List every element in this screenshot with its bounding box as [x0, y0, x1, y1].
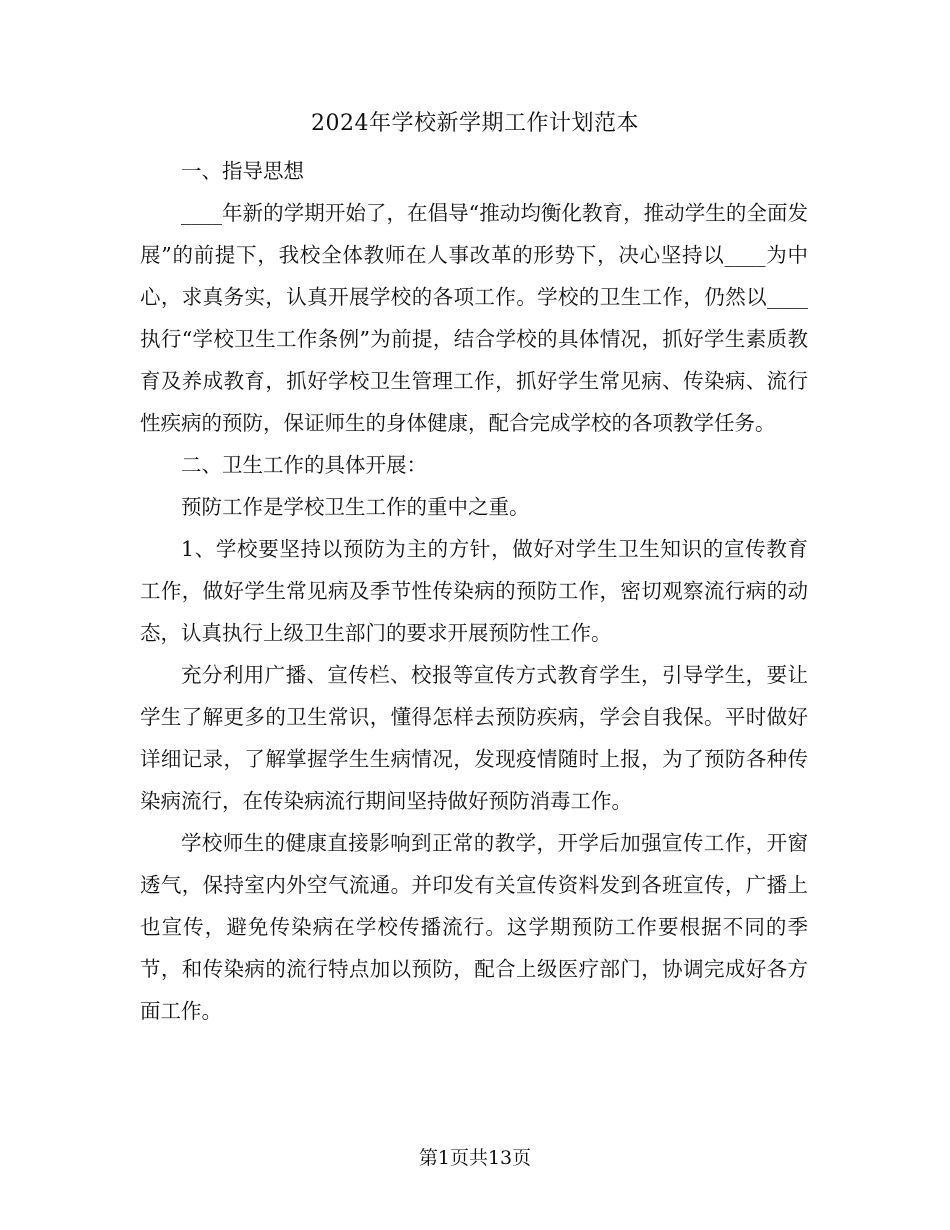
section-heading-health-work: 二、卫生工作的具体开展：	[181, 453, 427, 477]
page-footer: 第1页共13页	[418, 1147, 532, 1169]
paragraph-health-teaching: 学校师生的健康直接影响到正常的教学，开学后加强宣传工作，开窗透气，保持室内外空气流通。并印发有关宣传资料发到各班宣传，广播上也宣传，避免传染病在学校传播流行。这学期预防工作要根据不同的季节，和传染病的流行特点加以预防，配合上级医疗部门，协调完成好各方面工作。	[140, 831, 808, 1023]
document-body	[140, 150, 808, 1032]
paragraph-publicity: 充分利用广播、宣传栏、校报等宣传方式教育学生，引导学生，要让学生了解更多的卫生常识，懂得怎样去预防疾病，学会自我保。平时做好详细记录，了解掌握学生生病情况，发现疫情随时上报，为了预防各种传染病流行，在传染病流行期间坚持做好预防消毒工作。	[140, 663, 808, 813]
paragraph-guiding-ideology: ____年新的学期开始了，在倡导“推动均衡化教育，推动学生的全面发展”的前提下，我校全体教师在人事改革的形势下，决心坚持以____为中心，求真务实，认真开展学校的各项工作。学校的卫生工作，仍然以____执行“学校卫生工作条例”为前提，结合学校的具体情况，抓好学生素质教育及养成教育，抓好学校卫生管理工作，抓好学生常见病、传染病、流行性疾病的预防，保证师生的身体健康，配合完成学校的各项教学任务。	[140, 201, 808, 435]
document-title: 2024年学校新学期工作计划范本	[311, 111, 639, 136]
paragraph-item-1: 1、学校要坚持以预防为主的方针，做好对学生卫生知识的宣传教育工作，做好学生常见病及季节性传染病的预防工作，密切观察流行病的动态，认真执行上级卫生部门的要求开展预防性工作。	[140, 537, 808, 645]
section-heading-guiding-ideology: 一、指导思想	[181, 159, 304, 183]
paragraph-prevention-priority: 预防工作是学校卫生工作的重中之重。	[181, 495, 530, 519]
